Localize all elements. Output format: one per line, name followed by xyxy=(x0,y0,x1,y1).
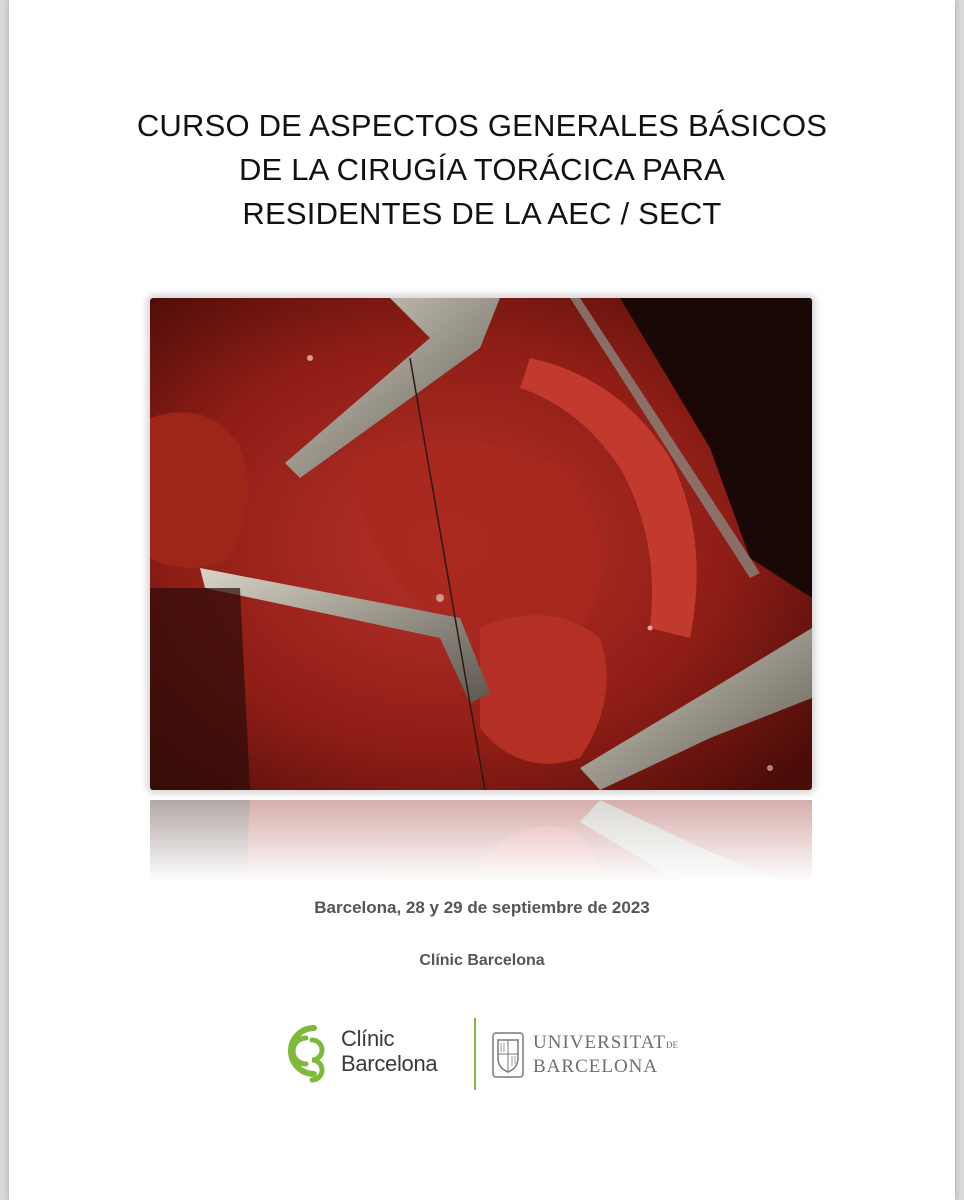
surgery-photo xyxy=(150,298,812,790)
logos-footer xyxy=(0,1010,964,1100)
universitat-barcelona-seal-icon xyxy=(492,1032,524,1078)
clinic-barcelona-logo-icon xyxy=(276,1018,332,1090)
course-title xyxy=(0,104,964,236)
event-date: Barcelona, 28 y 29 de septiembre de 2023 xyxy=(314,898,650,917)
ub-logo-de: DE xyxy=(665,1040,678,1050)
clinic-logo-text xyxy=(341,1026,437,1076)
logo-divider xyxy=(474,1018,476,1090)
ub-logo-text xyxy=(533,1032,678,1078)
clinic-logo-line-1: Clínic xyxy=(341,1026,395,1051)
title-line-3: RESIDENTES DE LA AEC / SECT xyxy=(242,196,722,231)
venue-name: Clínic Barcelona xyxy=(419,952,545,969)
ub-logo-line-1: UNIVERSITAT xyxy=(533,1032,666,1053)
photo-reflection xyxy=(150,800,812,882)
title-line-1: CURSO DE ASPECTOS GENERALES BÁSICOS xyxy=(136,108,828,143)
title-line-2: DE LA CIRUGÍA TORÁCICA PARA xyxy=(238,152,726,187)
clinic-logo-line-2: Barcelona xyxy=(341,1051,438,1076)
ub-logo-line-2: BARCELONA xyxy=(533,1056,659,1077)
